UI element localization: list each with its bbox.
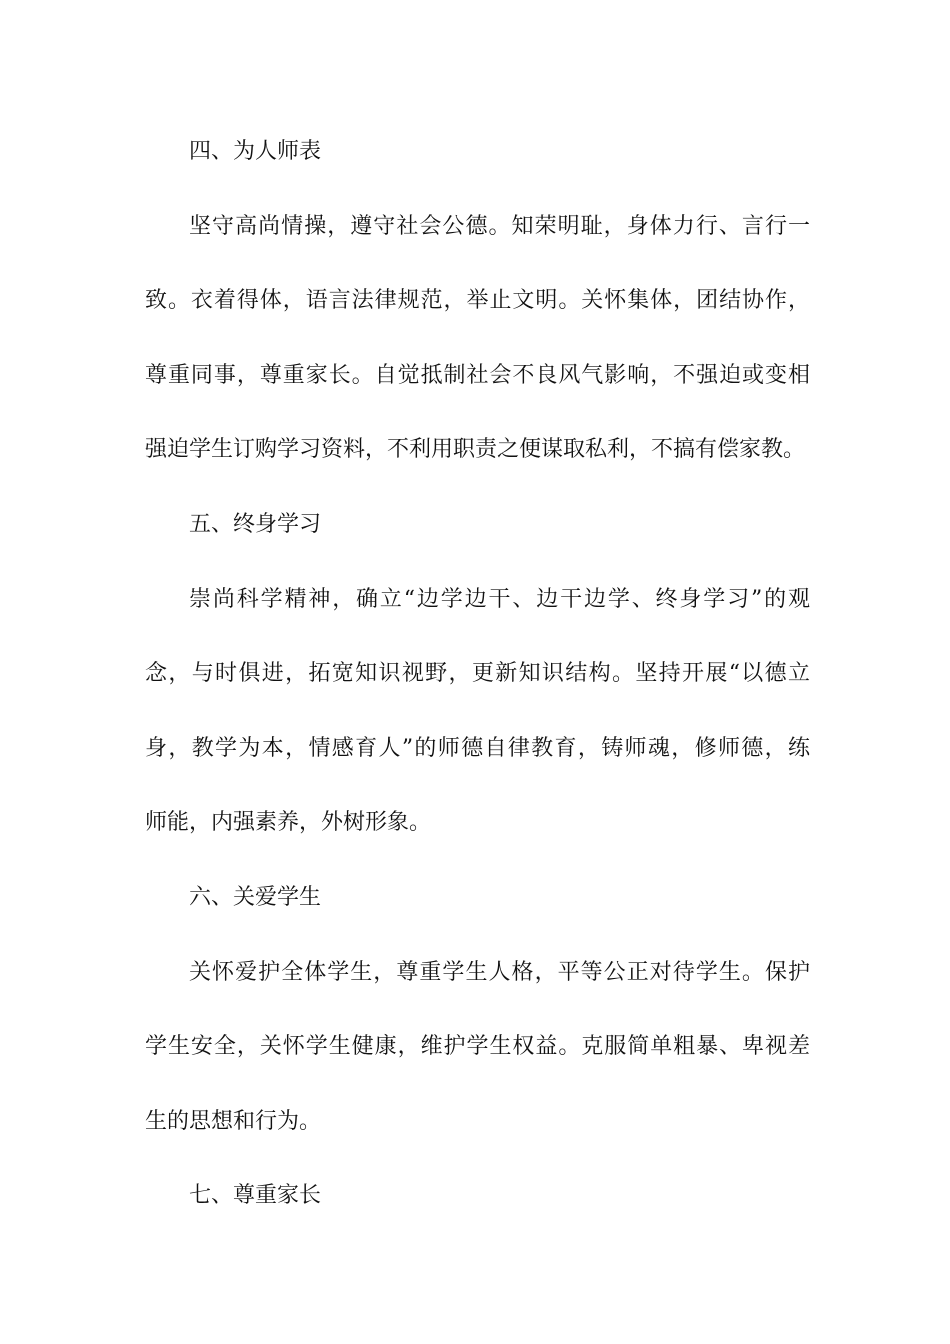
- section-heading-5: 五、终身学习: [189, 512, 322, 537]
- paragraph-line: 念，与时俱进，拓宽知识视野，更新知识结构。坚持开展“以德立: [145, 661, 810, 686]
- paragraph-line: 关怀爱护全体学生，尊重学生人格，平等公正对待学生。保护: [189, 960, 810, 985]
- paragraph-line: 崇尚科学精神，确立“边学边干、边干边学、终身学习”的观: [189, 587, 810, 612]
- section-heading-7: 七、尊重家长: [189, 1183, 322, 1208]
- paragraph-line: 强迫学生订购学习资料，不利用职责之便谋取私利，不搞有偿家教。: [145, 437, 806, 462]
- section-heading-4: 四、为人师表: [189, 139, 322, 164]
- paragraph-line: 致。衣着得体，语言法律规范，举止文明。关怀集体，团结协作，: [145, 288, 810, 313]
- paragraph-line: 学生安全，关怀学生健康，维护学生权益。克服简单粗暴、卑视差: [145, 1034, 810, 1059]
- paragraph-line: 尊重同事，尊重家长。自觉抵制社会不良风气影响，不强迫或变相: [145, 363, 810, 388]
- paragraph-line: 生的思想和行为。: [145, 1109, 322, 1134]
- paragraph-line: 身，教学为本，情感育人”的师德自律教育，铸师魂，修师德，练: [145, 736, 810, 761]
- paragraph-line: 坚守高尚情操，遵守社会公德。知荣明耻，身体力行、言行一: [189, 214, 810, 239]
- paragraph-line: 师能，内强素养，外树形象。: [145, 810, 432, 835]
- section-heading-6: 六、关爱学生: [189, 885, 322, 910]
